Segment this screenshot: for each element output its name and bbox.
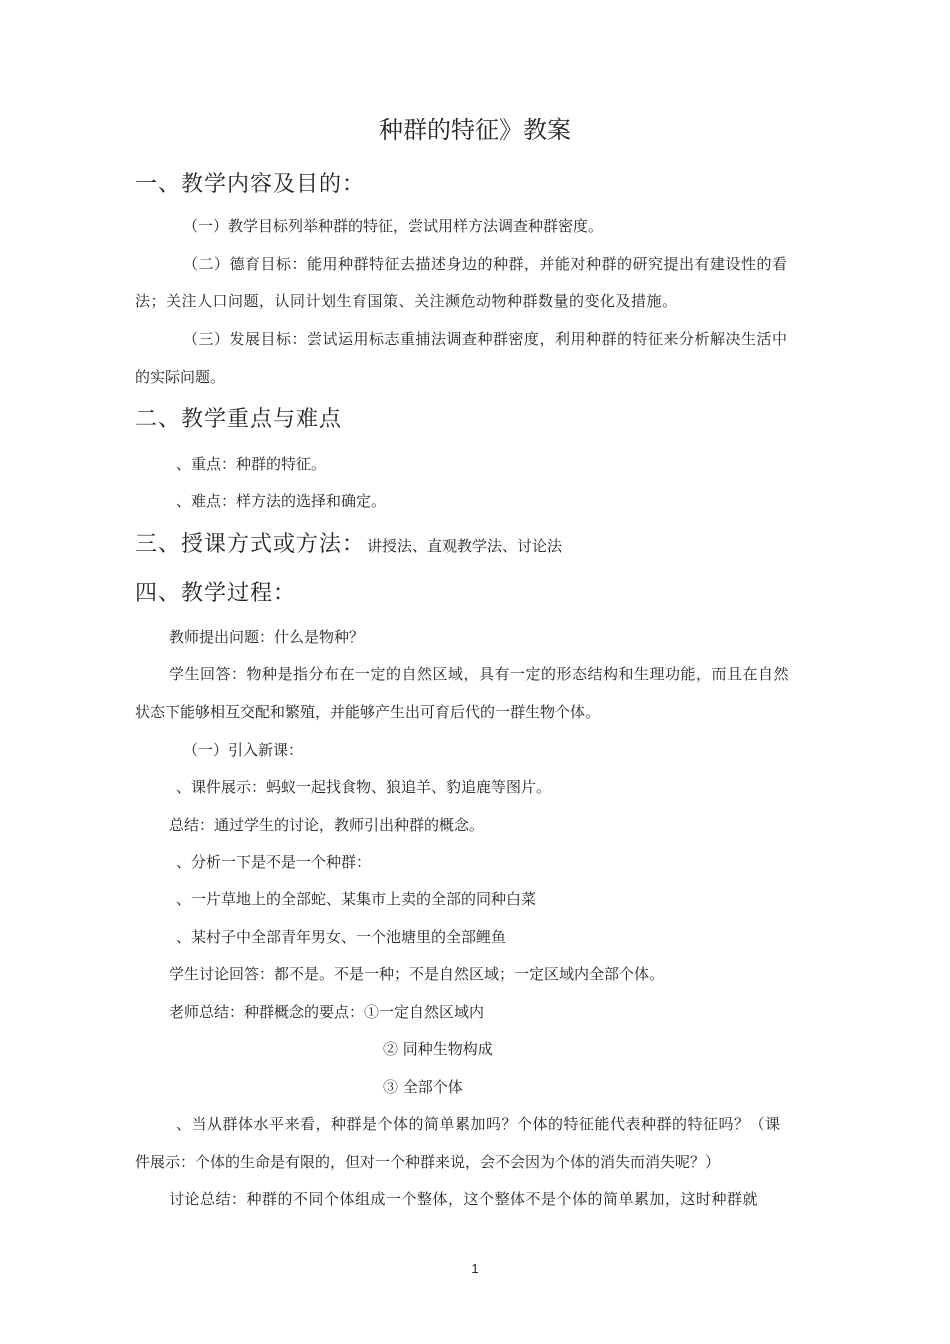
process-line-3: （一）引入新课： xyxy=(183,741,304,759)
process-line-2b: 状态下能够相互交配和繁殖，并能够产生出可育后代的一群生物个体。 xyxy=(135,703,601,721)
section-heading-2: 二、教学重点与难点 xyxy=(135,407,343,432)
process-line-9: 学生讨论回答：都不是。不是一种；不是自然区域；一定区域内全部个体。 xyxy=(169,965,665,983)
paragraph-development-goal-line2: 的实际问题。 xyxy=(135,368,226,386)
process-line-5: 总结：通过学生的讨论，教师引出种群的概念。 xyxy=(169,816,485,834)
process-line-13b: 件展示：个体的生命是有限的，但对一个种群来说，会不会因为个体的消失而消失呢？） xyxy=(135,1153,721,1171)
paragraph-moral-goal-line2: 法；关注人口问题，认同计划生育国策、关注濒危动物种群数量的变化及措施。 xyxy=(135,292,678,310)
section-heading-4: 四、教学过程： xyxy=(135,581,297,606)
section-heading-3 xyxy=(135,530,562,561)
teaching-methods: 讲授法、直观教学法、讨论法 xyxy=(367,537,563,555)
process-line-7: 、一片草地上的全部蛇、某集市上卖的全部的同种白菜 xyxy=(176,890,537,908)
process-line-4: 、课件展示：蚂蚁一起找食物、狼追羊、豹追鹿等图片。 xyxy=(176,778,552,796)
paragraph-teaching-goal: （一）教学目标列举种群的特征，尝试用样方法调查种群密度。 xyxy=(183,217,604,235)
process-line-14: 讨论总结：种群的不同个体组成一个整体，这个整体不是个体的简单累加，这时种群就 xyxy=(169,1190,759,1208)
process-line-13a: 、当从群体水平来看，种群是个体的简单累加吗？个体的特征能代表种群的特征吗？（课 xyxy=(176,1115,781,1133)
paragraph-key-point: 、重点：种群的特征。 xyxy=(176,455,327,473)
process-line-11: ② 同种生物构成 xyxy=(383,1040,493,1058)
process-line-6: 、分析一下是不是一个种群： xyxy=(176,853,372,871)
paragraph-development-goal-line1: （三）发展目标：尝试运用标志重捕法调查种群密度，利用种群的特征来分析解决生活中 xyxy=(183,330,788,348)
process-line-8: 、某村子中全部青年男女、一个池塘里的全部鲤鱼 xyxy=(176,928,507,946)
paragraph-difficult-point: 、难点：样方法的选择和确定。 xyxy=(176,492,387,510)
process-line-12: ③ 全部个体 xyxy=(383,1078,463,1096)
section-heading-1: 一、教学内容及目的： xyxy=(135,172,366,197)
page-number: 1 xyxy=(471,1261,479,1276)
document-title: 种群的特征》教案 xyxy=(379,116,571,144)
process-line-1: 教师提出问题：什么是物种？ xyxy=(169,628,365,646)
paragraph-moral-goal-line1: （二）德育目标：能用种群特征去描述身边的种群，并能对种群的研究提出有建设性的看 xyxy=(183,255,788,273)
section-heading-3-text: 三、授课方式或方法： xyxy=(135,532,366,557)
process-line-10: 老师总结：种群概念的要点：①一定自然区域内 xyxy=(169,1003,485,1021)
process-line-2a: 学生回答：物种是指分布在一定的自然区域，具有一定的形态结构和生理功能，而且在自然 xyxy=(169,665,790,683)
